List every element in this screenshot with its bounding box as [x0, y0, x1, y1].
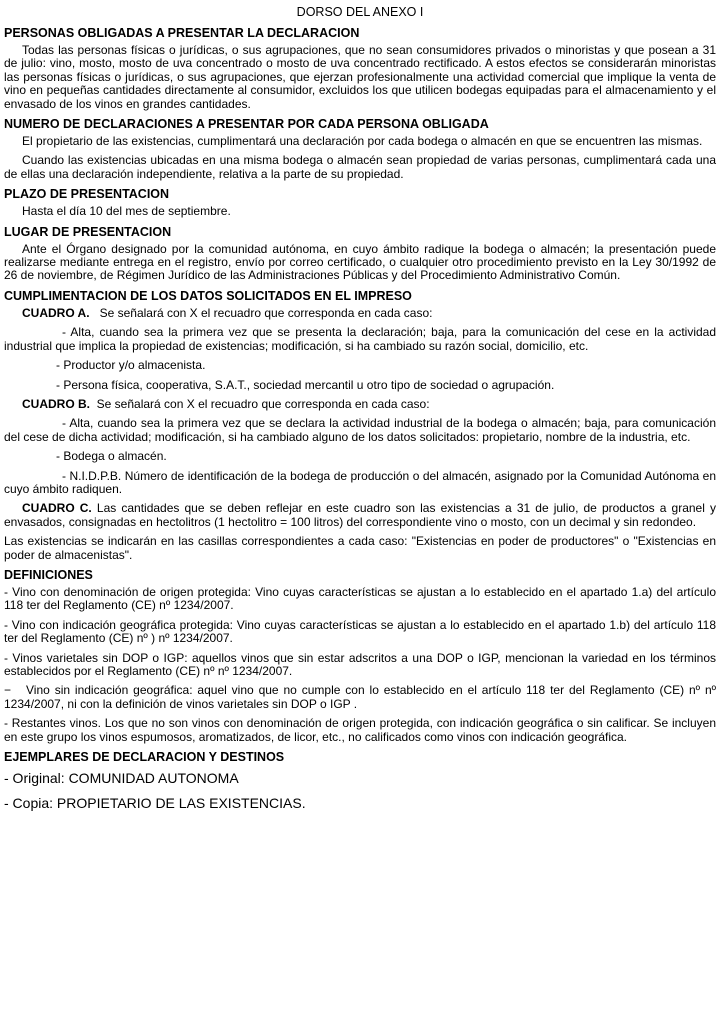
copy-copia: - Copia: PROPIETARIO DE LAS EXISTENCIAS. — [4, 795, 306, 812]
paragraph-obligated: Todas las personas físicas o jurídicas, o sus agrupaciones, que no sean consumidores privados o minoristas y que posean a 31 de julio: vino, mosto, mosto de uva concentrado o mosto de uva concentrado rectificado. A estos efectos se considerarán minoristas las personas físicas o jurídicas, o sus agrupaciones, que ejerzan profesionalmente una actividad comercial que implique la venta de vino en pequeñas cantidades directamente al consumidor, excluidos los que utilicen bodegas equipadas para el almacenamiento y el envasado de los vinos en grandes cantidades. — [4, 43, 716, 111]
definition-dop: - Vino con denominación de origen protegida: Vino cuyas características se ajustan a lo establecido en el apartado 1.a) del artículo 118 ter del Reglamento (CE) nº 1234/2007. — [4, 584, 716, 613]
cuadro-b-label: CUADRO B. — [22, 396, 90, 411]
section-heading-place: LUGAR DE PRESENTACION — [4, 224, 172, 239]
page-title: DORSO DEL ANEXO I — [296, 5, 424, 19]
definition-sin-ig-text: Vino sin indicación geográfica: aquel vino que no cumple con lo establecido en el artículo 118 ter del Reglamento (CE) nº nº 1234/2007, ni con la definición de vinos varietales sin DOP o IGP . — [4, 683, 716, 711]
section-heading-definitions: DEFINICIONES — [4, 567, 93, 582]
definition-igp: - Vino con indicación geográfica protegida: Vino cuyas características se ajustan a lo establecido en el apartado 1.b) del artículo 118 ter del Reglamento (CE) nº ) nº 1234/2007. — [4, 617, 716, 646]
definition-restantes: - Restantes vinos. Los que no son vinos con denominación de origen protegida, con indicación geográfica o sin calificar. Se incluyen en este grupo los vinos espumosos, aromatizados, de licor, etc., no calificados como vinos con indicación geográfica. — [4, 716, 716, 744]
cuadro-b-item-1: - Alta, cuando sea la primera vez que se declara la actividad industrial de la bodega o almacén; baja, para comunicación del cese de dicha actividad; modificación, si ha cambiado alguno de los datos solicitados: propietario, nombre de la industria, etc. — [4, 416, 716, 444]
section-heading-obligated: PERSONAS OBLIGADAS A PRESENTAR LA DECLARACION — [4, 26, 360, 40]
cuadro-b-text: Se señalará con X el recuadro que corresponda en cada caso: — [96, 396, 430, 411]
cuadro-c-paragraph — [4, 502, 716, 529]
cuadro-b-item-3: - N.I.D.P.B. Número de identificación de la bodega de producción o del almacén, asignado por la Comunidad Autónoma en cuyo ámbito radiquen. — [4, 468, 716, 496]
section-heading-number-declarations: NUMERO DE DECLARACIONES A PRESENTAR POR CADA PERSONA OBLIGADA — [4, 117, 489, 132]
section-heading-copies: EJEMPLARES DE DECLARACION Y DESTINOS — [4, 750, 285, 765]
paragraph-place: Ante el Órgano designado por la comunidad autónoma, en cuyo ámbito radique la bodega o almacén; la presentación puede realizarse mediante entrega en el registro, envío por correo certificado, o cualquier otro procedimiento previsto en la Ley 30/1992 de 26 de noviembre, de Régimen Jurídico de las Administraciones Públicas y del Procedimiento Administrativo Común. — [4, 241, 716, 283]
cuadro-a-intro — [4, 307, 716, 320]
cuadro-a-text: Se señalará con X el recuadro que corresponda en cada caso: — [99, 305, 433, 320]
cuadro-a-label: CUADRO A. — [22, 305, 90, 320]
cuadro-c-label: CUADRO C. — [22, 501, 92, 516]
cuadro-c-text: Las cantidades que se deben reflejar en este cuadro son las existencias a 31 de julio, de productos a granel y envasados, consignadas en hectolitros (1 hectolitro = 100 litros) del correspondiente vino o mosto, con un decimal y sin redondeo. — [4, 501, 716, 529]
paragraph-deadline: Hasta el día 10 del mes de septiembre. — [22, 204, 231, 219]
paragraph-number-1: El propietario de las existencias, cumplimentará una declaración por cada bodega o almacén en que se encuentren las mismas. — [22, 134, 703, 149]
cuadro-a-item-1: - Alta, cuando sea la primera vez que se presenta la declaración; baja, para la comunicación del cese en la actividad industrial que implica la propiedad de existencias; modificación, si ha cambiado su razón social, domicilio, etc. — [4, 325, 716, 353]
cuadro-a-item-2: - Productor y/o almacenista. — [56, 358, 206, 373]
section-heading-deadline: PLAZO DE PRESENTACION — [4, 187, 170, 202]
cuadro-a-item-3: - Persona física, cooperativa, S.A.T., sociedad mercantil u otro tipo de sociedad o agrupación. — [56, 377, 555, 392]
cuadro-b-intro — [4, 398, 716, 411]
definition-dash: − — [4, 683, 12, 698]
copy-original: - Original: COMUNIDAD AUTONOMA — [4, 770, 239, 787]
definition-varietales: - Vinos varietales sin DOP o IGP: aquellos vinos que sin estar adscritos a una DOP o IGP, mencionan la variedad en los términos establecidos por el Reglamento (CE) nº nº 1234/2007. — [4, 650, 716, 678]
cuadro-b-item-2: - Bodega o almacén. — [56, 449, 167, 464]
section-heading-completion: CUMPLIMENTACION DE LOS DATOS SOLICITADOS EN EL IMPRESO — [4, 288, 412, 303]
paragraph-existencias: Las existencias se indicarán en las casillas correspondientes a cada caso: "Existencias en poder de productores" o "Existencias en poder de almacenistas". — [4, 534, 716, 562]
definition-sin-ig — [4, 684, 716, 711]
paragraph-number-2: Cuando las existencias ubicadas en una misma bodega o almacén sean propiedad de varias personas, cumplimentará cada una de ellas una declaración independiente, relativa a la parte de su propiedad. — [4, 153, 716, 181]
